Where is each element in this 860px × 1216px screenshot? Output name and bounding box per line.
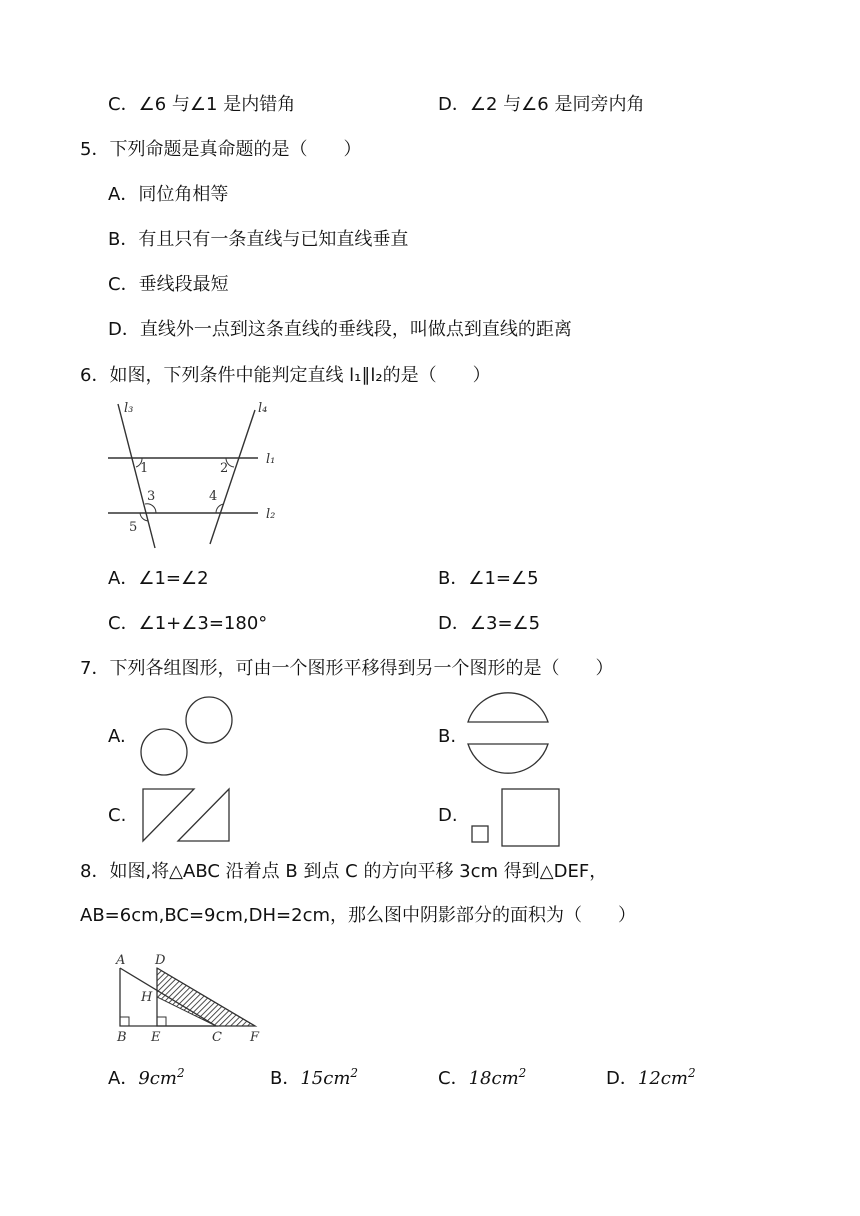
q6-option-b: B．∠1=∠5 — [438, 568, 539, 589]
q8-option-a-value: 9 — [138, 1068, 150, 1089]
q8-option-c-value: 18 — [468, 1068, 492, 1089]
q8-option-a — [108, 1067, 185, 1088]
q6-option-c: C．∠1+∠3=180° — [108, 613, 268, 634]
q7-option-d: D. — [438, 805, 458, 826]
right-angle-e — [157, 1017, 166, 1026]
line-l4 — [210, 410, 255, 544]
q4-option-c: C．∠6 与∠1 是内错角 — [108, 94, 296, 115]
q4-option-d: D．∠2 与∠6 是同旁内角 — [438, 94, 645, 115]
label-angle-2: 2 — [220, 461, 229, 476]
q6-stem: 6．如图，下列条件中能判定直线 l₁∥l₂的是（ ） — [80, 365, 491, 386]
q7-figure-a-circles — [138, 694, 238, 780]
label-point-h: H — [141, 990, 153, 1005]
q7-figure-d-squares — [470, 787, 564, 847]
label-l2: l₂ — [266, 507, 276, 522]
q5-option-a: A．同位角相等 — [108, 184, 229, 205]
q8-option-b-value: 15 — [300, 1068, 324, 1089]
q7-option-a: A. — [108, 726, 126, 747]
q8-option-a-unit: cm — [149, 1068, 177, 1089]
q8-option-d-prefix: D． — [606, 1068, 638, 1089]
label-angle-3: 3 — [147, 489, 156, 504]
q5-option-c: C．垂线段最短 — [108, 274, 229, 295]
q8-option-c — [438, 1067, 526, 1088]
q7-figure-c-triangles — [140, 787, 234, 845]
q7-option-b: B. — [438, 726, 457, 747]
q8-option-d-exp: 2 — [687, 1066, 696, 1080]
label-l4: l₄ — [258, 401, 268, 416]
angle-arc-3 — [145, 504, 156, 513]
q5-option-d: D．直线外一点到这条直线的垂线段，叫做点到直线的距离 — [108, 319, 572, 340]
q8-figure — [108, 950, 268, 1050]
q7-figure-b-segments — [466, 696, 556, 772]
q8-option-b-prefix: B． — [270, 1068, 301, 1089]
label-angle-1: 1 — [140, 461, 149, 476]
q8-option-a-prefix: A． — [108, 1068, 139, 1089]
q8-option-b — [270, 1067, 358, 1088]
label-l3: l₃ — [124, 401, 134, 416]
q7-stem: 7．下列各组图形，可由一个图形平移得到另一个图形的是（ ） — [80, 658, 614, 679]
label-angle-5: 5 — [129, 520, 138, 535]
label-point-b: B — [117, 1030, 127, 1045]
label-point-a: A — [116, 953, 126, 968]
label-point-d: D — [155, 953, 166, 968]
label-point-f: F — [250, 1030, 260, 1045]
q8-stem-line2: AB=6cm,BC=9cm,DH=2cm，那么图中阴影部分的面积为（ ） — [80, 905, 636, 926]
right-angle-b — [120, 1017, 129, 1026]
q5-option-b: B．有且只有一条直线与已知直线垂直 — [108, 229, 409, 250]
q8-option-c-unit: cm — [491, 1068, 519, 1089]
q8-option-d-value: 12 — [637, 1068, 661, 1089]
q8-option-a-exp: 2 — [176, 1066, 185, 1080]
label-point-c: C — [212, 1030, 222, 1045]
q8-stem-line1: 8．如图,将△ABC 沿着点 B 到点 C 的方向平移 3cm 得到△DEF， — [80, 861, 608, 882]
q5-stem: 5．下列命题是真命题的是（ ） — [80, 139, 362, 160]
q8-option-c-prefix: C． — [438, 1068, 469, 1089]
q7-option-c: C. — [108, 805, 127, 826]
q8-option-b-unit: cm — [323, 1068, 351, 1089]
q8-option-d — [606, 1067, 696, 1088]
q6-figure — [100, 396, 290, 556]
label-point-e: E — [151, 1030, 161, 1045]
q8-option-c-exp: 2 — [518, 1066, 527, 1080]
q6-option-a: A．∠1=∠2 — [108, 568, 209, 589]
label-angle-4: 4 — [209, 489, 218, 504]
q6-option-d: D．∠3=∠5 — [438, 613, 541, 634]
label-l1: l₁ — [266, 452, 276, 467]
q8-option-d-unit: cm — [660, 1068, 688, 1089]
q8-option-b-exp: 2 — [350, 1066, 359, 1080]
